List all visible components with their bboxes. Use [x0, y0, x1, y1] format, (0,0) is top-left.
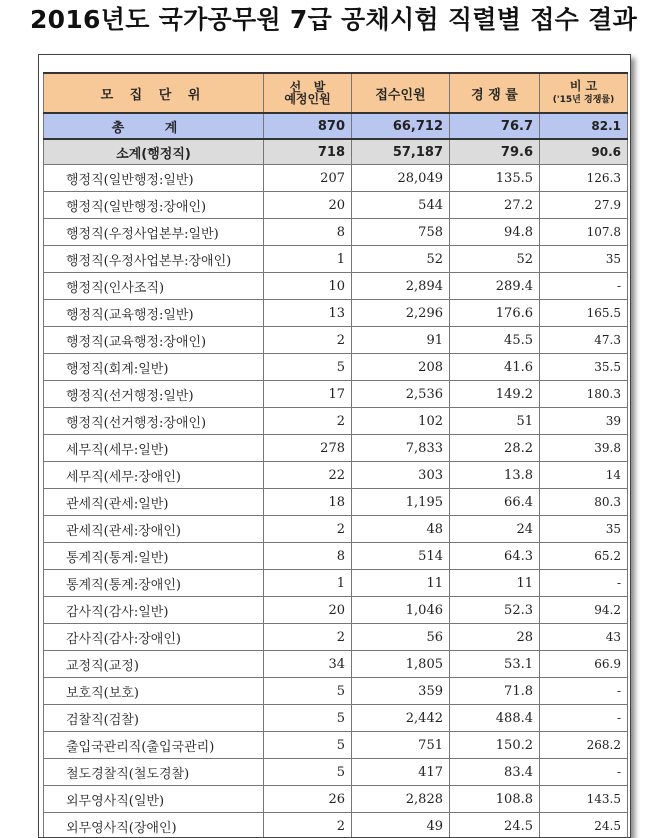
header-selection	[264, 73, 352, 113]
row-prev: 43	[540, 624, 628, 651]
row-applicants: 11	[352, 570, 450, 597]
row-prev: 14	[540, 462, 628, 489]
header-selection-line2: 예정인원	[284, 92, 331, 106]
row-selection: 2	[264, 813, 352, 838]
subtotal-row	[44, 139, 628, 165]
row-prev: 165.5	[540, 300, 628, 327]
row-applicants: 758	[352, 219, 450, 246]
row-ratio: 11	[450, 570, 540, 597]
row-name: 감사직(감사:장애인)	[44, 624, 264, 651]
header-row	[44, 73, 628, 113]
header-ratio: 경 쟁 률	[450, 73, 540, 113]
table-row	[44, 678, 628, 705]
table-row	[44, 273, 628, 300]
row-applicants: 7,833	[352, 435, 450, 462]
row-applicants: 2,296	[352, 300, 450, 327]
row-ratio: 94.8	[450, 219, 540, 246]
row-name: 행정직(일반행정:일반)	[44, 165, 264, 192]
row-prev: 35.5	[540, 354, 628, 381]
row-prev: 268.2	[540, 732, 628, 759]
row-prev: 65.2	[540, 543, 628, 570]
table-row	[44, 381, 628, 408]
row-ratio: 150.2	[450, 732, 540, 759]
row-applicants: 91	[352, 327, 450, 354]
row-selection: 26	[264, 786, 352, 813]
row-selection: 5	[264, 705, 352, 732]
row-ratio: 28	[450, 624, 540, 651]
row-applicants: 417	[352, 759, 450, 786]
subtotal-label: 소계(행정직)	[44, 139, 264, 165]
table-row	[44, 624, 628, 651]
row-ratio: 13.8	[450, 462, 540, 489]
row-applicants: 2,442	[352, 705, 450, 732]
row-name: 외무영사직(일반)	[44, 786, 264, 813]
row-prev: -	[540, 273, 628, 300]
row-name: 검찰직(검찰)	[44, 705, 264, 732]
row-selection: 18	[264, 489, 352, 516]
header-applicants: 접수인원	[352, 73, 450, 113]
header-selection-line1: 선 발	[289, 80, 326, 94]
row-ratio: 45.5	[450, 327, 540, 354]
row-ratio: 289.4	[450, 273, 540, 300]
row-prev: 35	[540, 246, 628, 273]
row-name: 행정직(일반행정:장애인)	[44, 192, 264, 219]
table-row	[44, 543, 628, 570]
row-prev: 39.8	[540, 435, 628, 462]
table-row	[44, 354, 628, 381]
total-label: 총 계	[44, 113, 264, 139]
row-selection: 34	[264, 651, 352, 678]
row-selection: 1	[264, 246, 352, 273]
total-selection: 870	[264, 113, 352, 139]
table-row	[44, 246, 628, 273]
row-selection: 278	[264, 435, 352, 462]
table-row	[44, 597, 628, 624]
subtotal-prev: 90.6	[540, 139, 628, 165]
table-row	[44, 516, 628, 543]
row-ratio: 135.5	[450, 165, 540, 192]
row-selection: 2	[264, 516, 352, 543]
row-prev: 126.3	[540, 165, 628, 192]
row-applicants: 359	[352, 678, 450, 705]
row-name: 행정직(교육행정:장애인)	[44, 327, 264, 354]
row-ratio: 66.4	[450, 489, 540, 516]
row-applicants: 2,536	[352, 381, 450, 408]
total-ratio: 76.7	[450, 113, 540, 139]
row-ratio: 41.6	[450, 354, 540, 381]
table-row	[44, 408, 628, 435]
row-name: 출입국관리직(출입국관리)	[44, 732, 264, 759]
row-selection: 5	[264, 354, 352, 381]
table-row	[44, 219, 628, 246]
document-sheet	[38, 54, 631, 838]
row-applicants: 102	[352, 408, 450, 435]
row-name: 감사직(감사:일반)	[44, 597, 264, 624]
row-applicants: 1,805	[352, 651, 450, 678]
subtotal-selection: 718	[264, 139, 352, 165]
row-prev: 180.3	[540, 381, 628, 408]
row-prev: 35	[540, 516, 628, 543]
row-prev: 94.2	[540, 597, 628, 624]
row-ratio: 64.3	[450, 543, 540, 570]
row-selection: 5	[264, 759, 352, 786]
table-row	[44, 705, 628, 732]
row-applicants: 2,828	[352, 786, 450, 813]
row-name: 외무영사직(장애인)	[44, 813, 264, 838]
row-applicants: 303	[352, 462, 450, 489]
row-prev: 47.3	[540, 327, 628, 354]
row-selection: 207	[264, 165, 352, 192]
row-applicants: 48	[352, 516, 450, 543]
row-selection: 8	[264, 219, 352, 246]
row-name: 관세직(관세:장애인)	[44, 516, 264, 543]
row-ratio: 27.2	[450, 192, 540, 219]
row-selection: 8	[264, 543, 352, 570]
table-row	[44, 732, 628, 759]
row-ratio: 53.1	[450, 651, 540, 678]
row-name: 세무직(세무:장애인)	[44, 462, 264, 489]
table-row	[44, 435, 628, 462]
row-prev: 80.3	[540, 489, 628, 516]
total-applicants: 66,712	[352, 113, 450, 139]
row-name: 행정직(선거행정:장애인)	[44, 408, 264, 435]
header-note	[540, 73, 628, 113]
subtotal-ratio: 79.6	[450, 139, 540, 165]
row-name: 보호직(보호)	[44, 678, 264, 705]
row-selection: 20	[264, 597, 352, 624]
row-name: 세무직(세무:일반)	[44, 435, 264, 462]
row-selection: 2	[264, 408, 352, 435]
row-ratio: 52.3	[450, 597, 540, 624]
table-row	[44, 786, 628, 813]
row-prev: -	[540, 678, 628, 705]
row-selection: 5	[264, 732, 352, 759]
row-applicants: 28,049	[352, 165, 450, 192]
row-prev: -	[540, 759, 628, 786]
row-prev: -	[540, 705, 628, 732]
row-prev: 39	[540, 408, 628, 435]
table-row	[44, 570, 628, 597]
row-prev: 66.9	[540, 651, 628, 678]
row-prev: -	[540, 570, 628, 597]
row-applicants: 56	[352, 624, 450, 651]
page-title: 2016년도 국가공무원 7급 공채시험 직렬별 접수 결과	[29, 5, 638, 34]
results-table	[43, 72, 628, 838]
row-ratio: 149.2	[450, 381, 540, 408]
row-prev: 24.5	[540, 813, 628, 838]
row-selection: 1	[264, 570, 352, 597]
row-selection: 10	[264, 273, 352, 300]
row-name: 관세직(관세:일반)	[44, 489, 264, 516]
row-name: 행정직(선거행정:일반)	[44, 381, 264, 408]
row-selection: 17	[264, 381, 352, 408]
row-name: 행정직(인사조직)	[44, 273, 264, 300]
header-unit: 모 집 단 위	[44, 73, 264, 113]
row-ratio: 24	[450, 516, 540, 543]
row-name: 행정직(교육행정:일반)	[44, 300, 264, 327]
row-ratio: 24.5	[450, 813, 540, 838]
row-ratio: 51	[450, 408, 540, 435]
table-row	[44, 165, 628, 192]
total-prev: 82.1	[540, 113, 628, 139]
table-row	[44, 759, 628, 786]
table-body	[44, 113, 628, 838]
row-applicants: 1,195	[352, 489, 450, 516]
subtotal-applicants: 57,187	[352, 139, 450, 165]
table-row	[44, 327, 628, 354]
total-row	[44, 113, 628, 139]
row-name: 행정직(우정사업본부:장애인)	[44, 246, 264, 273]
row-ratio: 488.4	[450, 705, 540, 732]
row-name: 철도경찰직(철도경찰)	[44, 759, 264, 786]
table-row	[44, 300, 628, 327]
row-applicants: 514	[352, 543, 450, 570]
row-ratio: 52	[450, 246, 540, 273]
row-ratio: 176.6	[450, 300, 540, 327]
table-row	[44, 651, 628, 678]
table-row	[44, 813, 628, 838]
row-applicants: 208	[352, 354, 450, 381]
table-row	[44, 192, 628, 219]
row-selection: 2	[264, 624, 352, 651]
row-ratio: 28.2	[450, 435, 540, 462]
row-prev: 107.8	[540, 219, 628, 246]
table-row	[44, 462, 628, 489]
row-name: 행정직(회계:일반)	[44, 354, 264, 381]
table-row	[44, 489, 628, 516]
row-selection: 5	[264, 678, 352, 705]
row-selection: 20	[264, 192, 352, 219]
header-note-line2: ('15년 경쟁률)	[552, 95, 615, 105]
row-name: 행정직(우정사업본부:일반)	[44, 219, 264, 246]
row-name: 통계직(통계:장애인)	[44, 570, 264, 597]
row-prev: 27.9	[540, 192, 628, 219]
row-applicants: 544	[352, 192, 450, 219]
row-selection: 22	[264, 462, 352, 489]
row-ratio: 108.8	[450, 786, 540, 813]
row-name: 통계직(통계:일반)	[44, 543, 264, 570]
row-applicants: 751	[352, 732, 450, 759]
row-ratio: 83.4	[450, 759, 540, 786]
row-name: 교정직(교정)	[44, 651, 264, 678]
row-applicants: 2,894	[352, 273, 450, 300]
row-applicants: 1,046	[352, 597, 450, 624]
row-applicants: 49	[352, 813, 450, 838]
row-applicants: 52	[352, 246, 450, 273]
row-selection: 2	[264, 327, 352, 354]
header-note-line1: 비 고	[569, 79, 598, 93]
row-ratio: 71.8	[450, 678, 540, 705]
row-prev: 143.5	[540, 786, 628, 813]
row-selection: 13	[264, 300, 352, 327]
